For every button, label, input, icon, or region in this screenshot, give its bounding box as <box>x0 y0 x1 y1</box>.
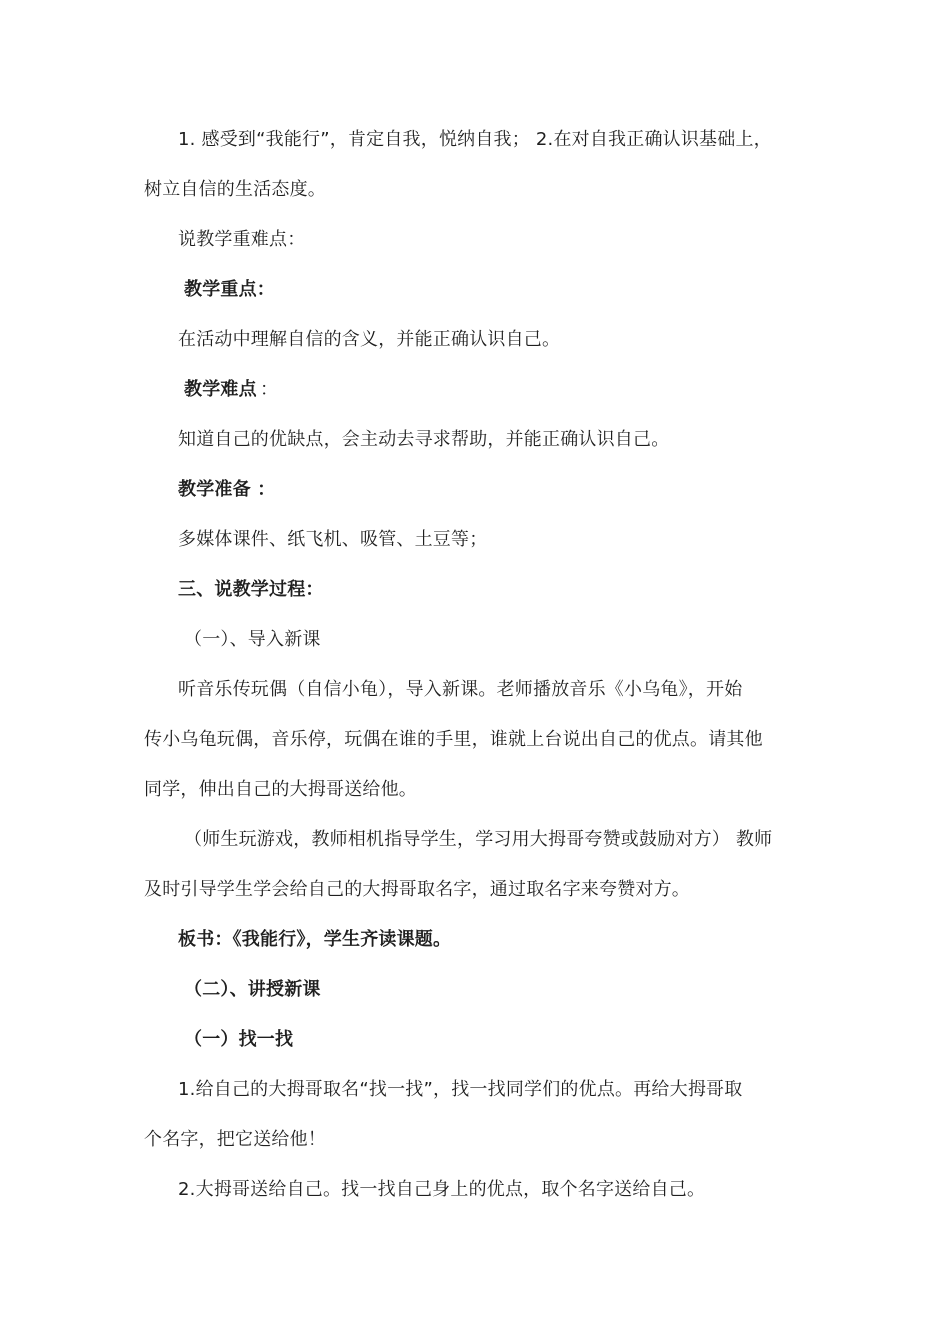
teaching-difficulty-colon: ： <box>260 379 279 400</box>
objective-line-2: 树立自信的生活态度。 <box>144 179 326 200</box>
key-difficult-points-heading: 说教学重难点： <box>178 229 306 250</box>
intro-paragraph-line-1: 听音乐传玩偶（自信小龟），导入新课。老师播放音乐《小乌龟》，开始 <box>178 679 743 700</box>
teaching-preparation-text: 多媒体课件、纸飞机、吸管、土豆等； <box>178 529 488 550</box>
teaching-preparation-heading: 教学准备 ： <box>178 479 276 500</box>
new-lesson-heading: （二）、讲授新课 <box>184 979 321 1000</box>
teaching-difficulty-heading: 教学难点 <box>184 379 257 400</box>
teaching-difficulty-text: 知道自己的优缺点，会主动去寻求帮助，并能正确认识自己。 <box>178 429 670 450</box>
intro-paragraph-line-3: 同学，伸出自己的大拇哥送给他。 <box>144 779 417 800</box>
board-writing-line: 板书：《我能行》，学生齐读课题。 <box>178 929 452 950</box>
game-paragraph-line-1: （师生玩游戏，教师相机指导学生，学习用大拇哥夸赞或鼓励对方） 教师 <box>184 829 773 850</box>
find-step-1-line-1: 1.给自己的大拇哥取名“找一找”，找一找同学们的优点。再给大拇哥取 <box>178 1079 743 1100</box>
teaching-focus-text: 在活动中理解自信的含义，并能正确认识自己。 <box>178 329 561 350</box>
find-section-heading: （一）找一找 <box>184 1029 294 1050</box>
objective-line-1: 1. 感受到“我能行”，肯定自我，悦纳自我； 2.在对自我正确认识基础上， <box>178 129 772 150</box>
teaching-process-heading: 三、说教学过程： <box>178 579 324 600</box>
find-step-2: 2.大拇哥送给自己。找一找自己身上的优点，取个名字送给自己。 <box>178 1179 706 1200</box>
game-paragraph-line-2: 及时引导学生学会给自己的大拇哥取名字，通过取名字来夸赞对方。 <box>144 879 690 900</box>
intro-paragraph-line-2: 传小乌龟玩偶，音乐停，玩偶在谁的手里，谁就上台说出自己的优点。请其他 <box>144 729 763 750</box>
teaching-focus-heading: 教学重点： <box>184 279 275 300</box>
find-step-1-line-2: 个名字，把它送给他！ <box>144 1129 326 1150</box>
intro-section-heading: （一）、导入新课 <box>184 629 321 650</box>
